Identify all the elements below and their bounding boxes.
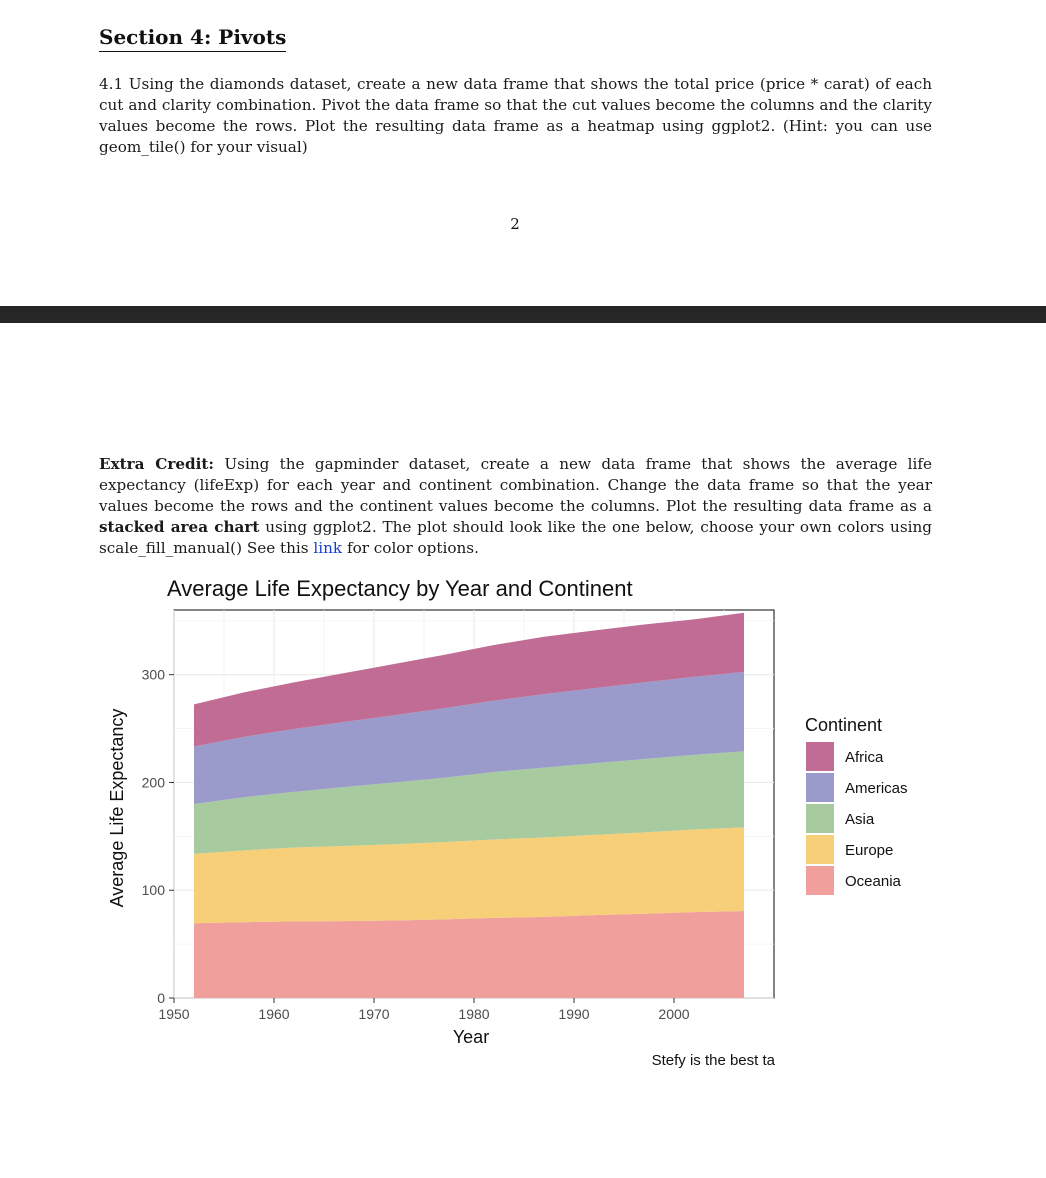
legend-label-americas: Americas (845, 780, 908, 797)
stacked-area-chart (95, 568, 935, 1048)
legend-swatch-asia (806, 804, 834, 833)
color-options-link[interactable]: link (313, 539, 343, 557)
extra-credit-label: Extra Credit: (99, 455, 215, 473)
x-tick-label: 1970 (358, 1006, 390, 1022)
legend-label-oceania: Oceania (845, 873, 901, 890)
legend (806, 742, 908, 895)
legend-swatch-europe (806, 835, 834, 864)
question-4-1: 4.1 Using the diamonds dataset, create a new data frame that shows the total price (price * carat) of each cut and clarity combination. Pivot the data frame so that the cut values become the columns and the clarity values become the rows. Plot the resulting data frame as a heatmap using ggplot2. (Hint: you can use geom_tile() for your visual) (99, 75, 932, 156)
page-number: 2 (510, 215, 520, 233)
x-tick-label: 1960 (258, 1006, 290, 1022)
extra-credit-text-2: using ggplot2. The plot should look like the one below, choose your own colors using scale_fill_manual() See this (99, 518, 932, 557)
extra-credit-text: Using the gapminder dataset, create a new data frame that shows the average life expectancy (lifeExp) for each year and continent combination. Change the data frame so that the year values become the rows and the continent values become the columns. Plot the resulting data frame as a (99, 455, 932, 515)
x-tick-label: 1950 (158, 1006, 190, 1022)
x-tick-label: 1980 (458, 1006, 490, 1022)
y-axis-title: Average Life Expectancy (107, 708, 127, 908)
legend-label-africa: Africa (845, 749, 884, 766)
page-separator (0, 306, 1046, 323)
y-tick-label: 0 (157, 990, 165, 1006)
stacked-area-emphasis: stacked area chart (99, 518, 260, 536)
credit-note: Stefy is the best ta (651, 1052, 775, 1069)
legend-title: Continent (805, 715, 883, 735)
area-oceania (194, 911, 744, 998)
legend-swatch-americas (806, 773, 834, 802)
x-axis-title: Year (452, 1027, 490, 1047)
y-tick-label: 100 (141, 882, 165, 899)
x-tick-label: 1990 (558, 1006, 590, 1022)
legend-swatch-africa (806, 742, 834, 771)
y-tick-label: 200 (141, 774, 165, 791)
extra-credit-paragraph (99, 454, 932, 559)
legend-swatch-oceania (806, 866, 834, 895)
y-tick-label: 300 (141, 666, 165, 683)
chart-title: Average Life Expectancy by Year and Continent (167, 576, 633, 601)
extra-credit-text-end: for color options. (342, 539, 479, 557)
x-tick-label: 2000 (658, 1006, 690, 1022)
section-title: Section 4: Pivots (99, 24, 286, 52)
legend-label-europe: Europe (845, 842, 894, 859)
legend-label-asia: Asia (845, 811, 875, 828)
